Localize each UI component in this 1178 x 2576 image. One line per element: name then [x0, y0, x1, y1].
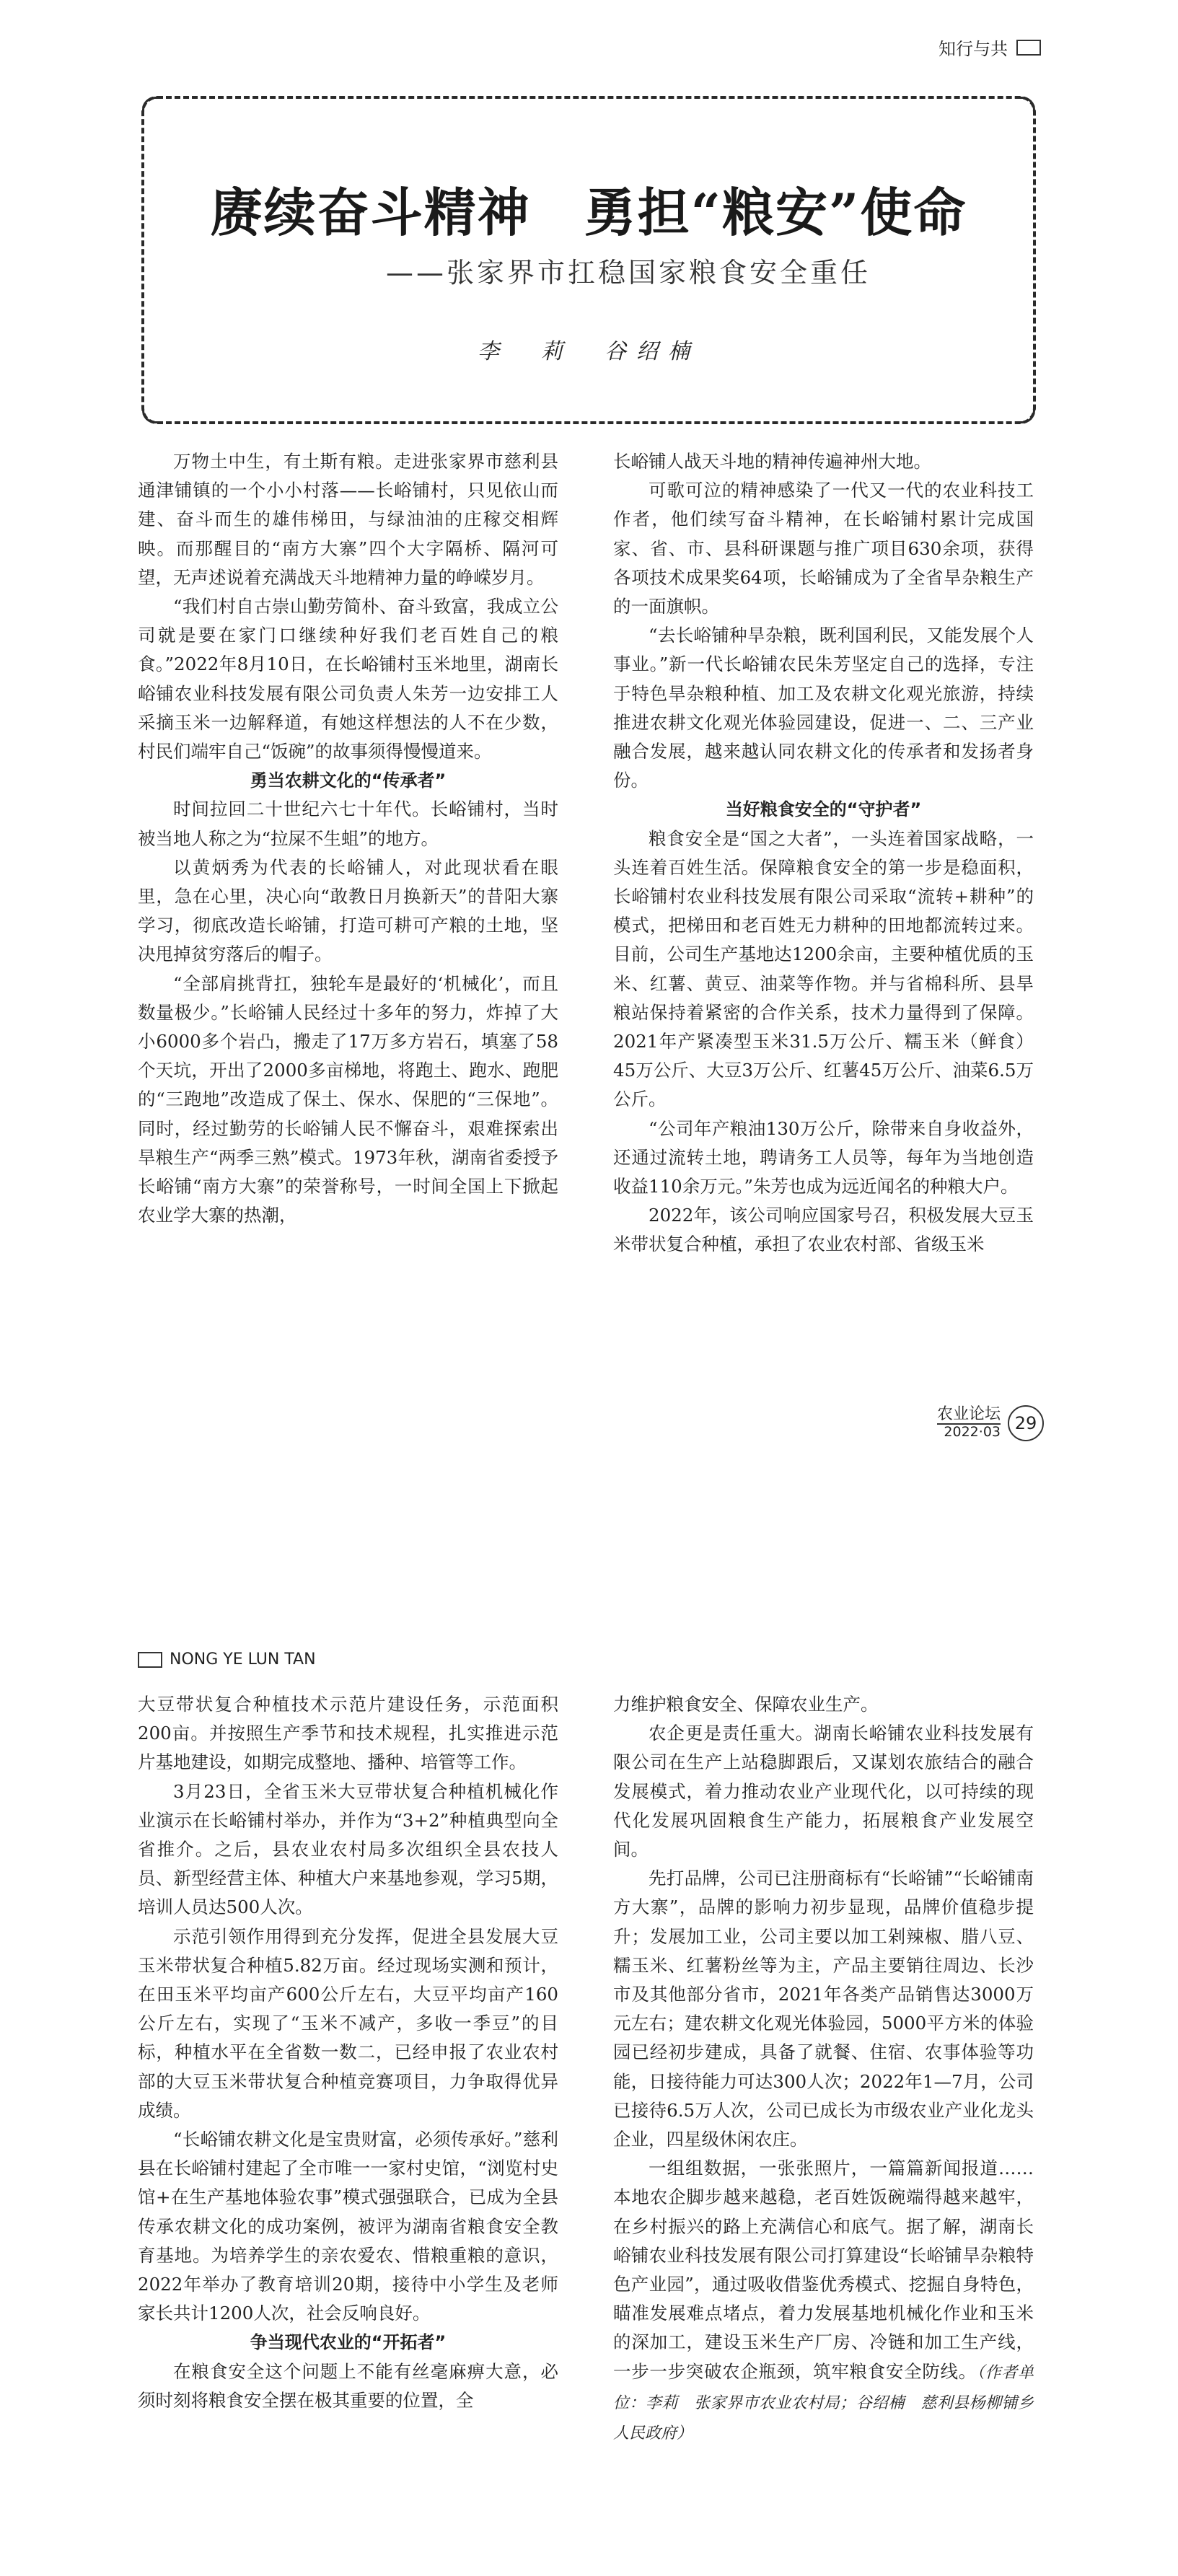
paragraph: 粮食安全是“国之大者”，一头连着国家战略，一头连着百姓生活。保障粮食安全的第一步是稳面积，长峪铺村农业科技发展有限公司采取“流转+耕种”的模式，把梯田和老百姓无力耕种的田地都流转过来。目前，公司生产基地达1200余亩，主要种植优质的玉米、红薯、黄豆、油菜等作物。并与省棉科所、县旱粮站保持着紧密的合作关系，技术力量得到了保障。2021年产紧凑型玉米31.5万公斤、糯玉米（鲜食）45万公斤、大豆3万公斤、红薯45万公斤、油菜6.5万公斤。	[613, 827, 1034, 1110]
running-header	[939, 35, 1041, 60]
paragraph: 在粮食安全这个问题上不能有丝毫麻痹大意，必须时刻将粮食安全摆在极其重要的位置，全	[138, 2360, 558, 2411]
paragraph: 2022年，该公司响应国家号召，积极发展大豆玉米带状复合种植，承担了农业农村部、省级玉米	[613, 1205, 1034, 1255]
running-header-2	[138, 1650, 316, 1669]
paragraph: “全部肩挑背扛，独轮车是最好的‘机械化’，而且数量极少。”长峪铺人民经过十多年的努力，炸掉了大小6000多个岩凸，搬走了17万多方岩石，填塞了58个天坑，开出了2000多亩梯地，将跑土、跑水、跑肥的“三跑地”改造成了保土、保水、保肥的“三保地”。同时，经过勤劳的长峪铺人民不懈奋斗，艰难探索出旱粮生产“两季三熟”模式。1973年秋，湖南省委授予长峪铺“南方大寨”的荣誉称号，一时间全国上下掀起农业学大寨的热潮，	[138, 972, 558, 1226]
section-heading: 当好粮食安全的“守护者”	[725, 799, 922, 820]
paragraph: 大豆带状复合种植技术示范片建设任务，示范面积200亩。并按照生产季节和技术规程，扎实推进示范片基地建设，如期完成整地、播种、培管等工作。	[138, 1694, 558, 1773]
section-heading: 争当现代农业的“开拓者”	[250, 2332, 447, 2353]
paragraph: 农企更是责任重大。湖南长峪铺农业科技发展有限公司在生产上站稳脚跟后，又谋划农旅结合的融合发展模式，着力推动农业产业现代化，以可持续的现代化发展巩固粮食生产能力，拓展粮食产业发展空间。	[613, 1723, 1034, 1860]
paragraph-text: 一组组数据，一张张照片，一篇篇新闻报道……本地农企脚步越来越稳，老百姓饭碗端得越来越牢，在乡村振兴的路上充满信心和底气。据了解，湖南长峪铺农业科技发展有限公司打算建设“长峪铺旱杂粮特色产业园”，通过吸收借鉴优秀模式、挖掘自身特色，瞄准发展难点堵点，着力发展基地机械化作业和玉米的深加工，建设玉米生产厂房、冷链和加工生产线，一步一步突破农企瓶颈，筑牢粮食安全防线。	[613, 2158, 1034, 2382]
paragraph: “长峪铺农耕文化是宝贵财富，必须传承好。”慈利县在长峪铺村建起了全市唯一一家村史馆，“浏览村史馆+在生产基地体验农事”模式强强联合，已成为全县传承农耕文化的成功案例，被评为湖南省粮食安全教育基地。为培养学生的亲农爱农、惜粮重粮的意识，2022年举办了教育培训20期，接待中小学生及老师家长共计1200人次，社会反响良好。	[138, 2129, 558, 2324]
page2-left-column	[138, 1690, 558, 2415]
page1-left-column	[138, 447, 558, 1230]
paragraph: 时间拉回二十世纪六七十年代。长峪铺村，当时被当地人称之为“拉屎不生蛆”的地方。	[138, 799, 558, 849]
page1-right-column	[613, 447, 1034, 1260]
paragraph: “公司年产粮油130万公斤，除带来自身收益外，还通过流转土地，聘请务工人员等，每年为当地创造收益110余万元。”朱芳也成为远近闻名的种粮大户。	[613, 1117, 1034, 1197]
title-frame	[141, 96, 1036, 424]
journal-pinyin: NONG YE LUN TAN	[170, 1650, 316, 1669]
paragraph: 长峪铺人战天斗地的精神传遍神州大地。	[613, 451, 931, 472]
paragraph: 先打品牌，公司已注册商标有“长峪铺”“长峪铺南方大寨”，品牌的影响力初步显现，品牌价值稳步提升；发展加工业，公司主要以加工剁辣椒、腊八豆、糯玉米、红薯粉丝等为主，产品主要销往周边、长沙市及其他部分省市，2021年各类产品销售达3000万元左右；建农耕文化观光体验园，5000平方米的体验园已经初步建成，具备了就餐、住宿、农事体验等功能，日接待能力可达300人次；2022年1—7月，公司已接待6.5万人次，公司已成长为市级农业产业化龙头企业，四星级休闲农庄。	[613, 1868, 1034, 2150]
page-number: 29	[1008, 1405, 1044, 1441]
page-footer	[937, 1405, 1044, 1441]
paragraph: 示范引领作用得到充分发挥，促进全县发展大豆玉米带状复合种植5.82万亩。经过现场实测和预计，在田玉米平均亩产600公斤左右，大豆平均亩产160公斤左右，实现了“玉米不减产，多收一季豆”的目标，种植水平在全省数一数二，已经申报了农业农村部的大豆玉米带状复合种植竞赛项目，力争取得优异成绩。	[138, 1925, 558, 2121]
journal-name: 农业论坛	[936, 1405, 1001, 1423]
paragraph: 3月23日，全省玉米大豆带状复合种植机械化作业演示在长峪铺村举办，并作为“3+2”种植典型向全省推介。之后，县农业农村局多次组织全县农技人员、新型经营主体、种植大户来基地参观，学习5期，培训人员达500人次。	[138, 1780, 558, 1918]
paragraph: 万物土中生，有土斯有粮。走进张家界市慈利县通津铺镇的一个小小村落——长峪铺村，只见依山而建、奋斗而生的雄伟梯田，与绿油油的庄稼交相辉映。而那醒目的“南方大寨”四个大字隔桥、隔河可望，无声述说着充满战天斗地精神力量的峥嵘岁月。	[138, 451, 558, 588]
article-subtitle: ——张家界市扛稳国家粮食安全重任	[385, 257, 871, 289]
page2-right-column	[613, 1690, 1034, 2448]
article-authors: 李 莉 谷绍楠	[478, 339, 700, 364]
section-heading: 勇当农耕文化的“传承者”	[250, 770, 447, 791]
header-box-icon	[1016, 40, 1041, 56]
paragraph: 力维护粮食安全、保障农业生产。	[613, 1694, 879, 1715]
article-title: 赓续奋斗精神 勇担“粮安”使命	[210, 182, 967, 243]
author-attribution: （作者单位：李莉 张家界市农业农村局；谷绍楠 慈利县杨柳铺乡人民政府）	[613, 2363, 1034, 2443]
issue-number: 2022·03	[944, 1424, 1001, 1440]
header-box-icon	[138, 1652, 162, 1668]
paragraph: 以黄炳秀为代表的长峪铺人，对此现状看在眼里，急在心里，决心向“敢教日月换新天”的昔阳大寨学习，彻底改造长峪铺，打造可耕可产粮的土地，坚决甩掉贫穷落后的帽子。	[138, 856, 558, 965]
section-name: 知行与共	[939, 39, 1008, 59]
paragraph	[613, 2154, 1034, 2448]
paragraph: 可歌可泣的精神感染了一代又一代的农业科技工作者，他们续写奋斗精神，在长峪铺村累计完成国家、省、市、县科研课题与推广项目630余项，获得各项技术成果奖64项，长峪铺成为了全省旱杂粮生产的一面旗帜。	[613, 480, 1034, 617]
paragraph: “去长峪铺种旱杂粮，既利国利民，又能发展个人事业。”新一代长峪铺农民朱芳坚定自己的选择，专注于特色旱杂粮种植、加工及农耕文化观光旅游，持续推进农耕文化观光体验园建设，促进一、二、三产业融合发展，越来越认同农耕文化的传承者和发扬者身份。	[613, 625, 1034, 791]
paragraph: “我们村自古崇山勤劳简朴、奋斗致富，我成立公司就是要在家门口继续种好我们老百姓自己的粮食。”2022年8月10日，在长峪铺村玉米地里，湖南长峪铺农业科技发展有限公司负责人朱芳一边安排工人采摘玉米一边解释道，有她这样想法的人不在少数，村民们端牢自己“饭碗”的故事须得慢慢道来。	[138, 596, 558, 762]
